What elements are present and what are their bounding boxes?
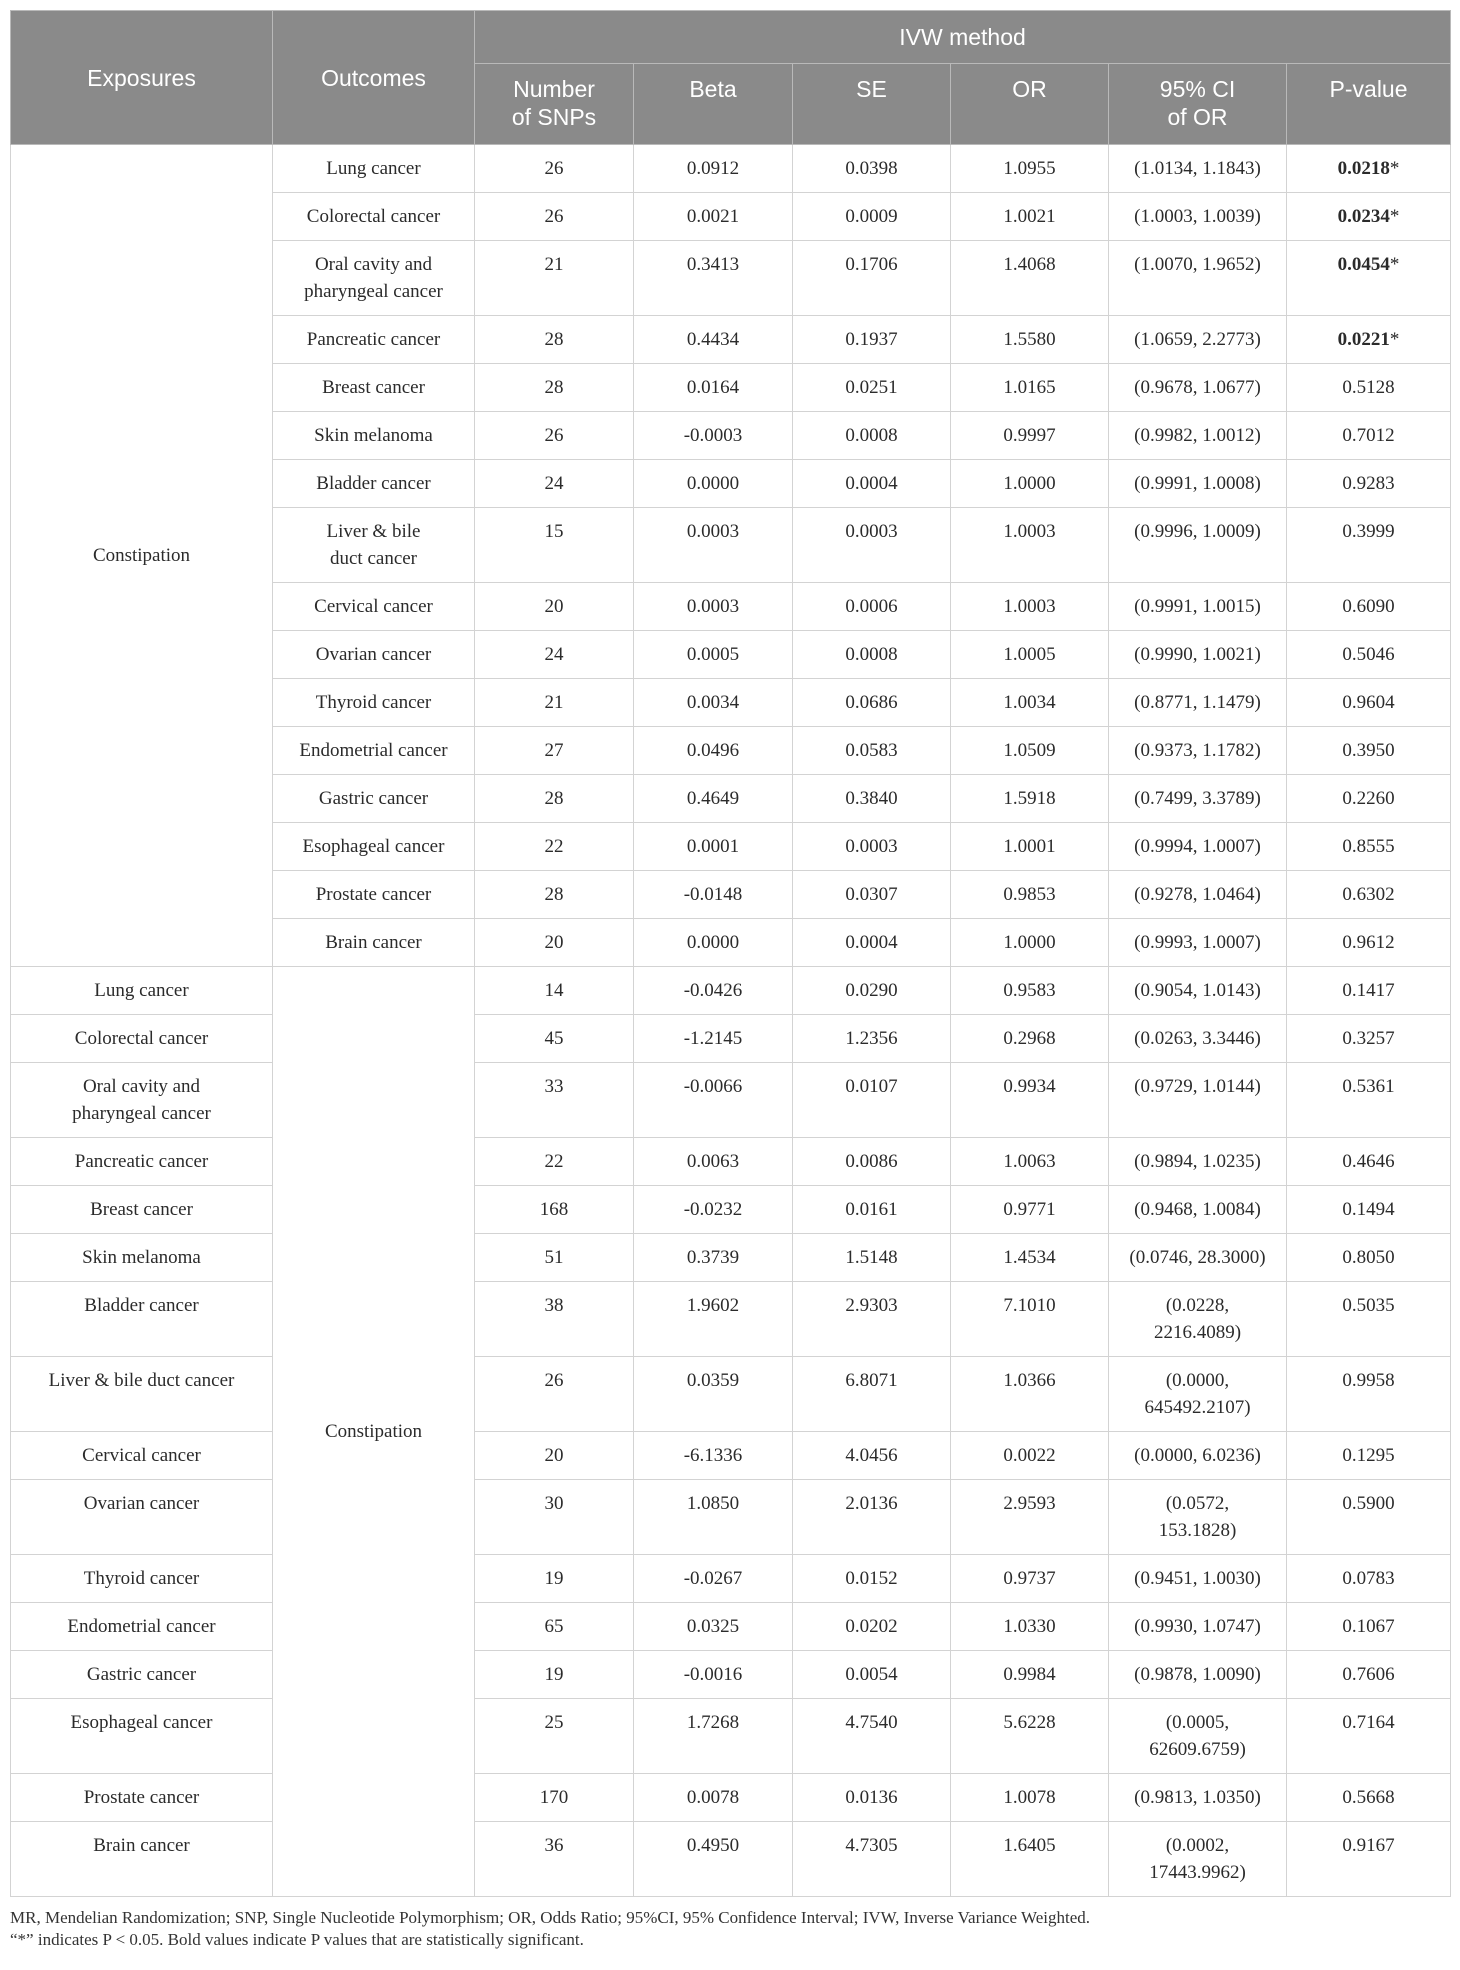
header-outcomes: Outcomes: [273, 11, 475, 145]
or-cell: 1.0000: [951, 460, 1109, 508]
beta-cell: -0.0148: [634, 871, 793, 919]
exposure-cell: Pancreatic cancer: [11, 1138, 273, 1186]
exposure-cell: Liver & bile duct cancer: [11, 1357, 273, 1432]
outcome-cell: Thyroid cancer: [273, 679, 475, 727]
outcome-cell: Ovarian cancer: [273, 631, 475, 679]
snps-cell: 25: [475, 1699, 634, 1774]
se-cell: 1.2356: [793, 1015, 951, 1063]
se-cell: 4.7540: [793, 1699, 951, 1774]
p-value: 0.0221: [1337, 329, 1390, 350]
se-cell: 4.0456: [793, 1432, 951, 1480]
table-header: [11, 11, 1451, 145]
p-value: 0.7012: [1342, 425, 1395, 446]
footnote-abbreviations: MR, Mendelian Randomization; SNP, Single Nucleotide Polymorphism; OR, Odds Ratio; 95%CI, 95% Confidence Interval; IVW, Inverse Variance Weighted.: [10, 1908, 1091, 1927]
p-value: 0.7606: [1342, 1664, 1395, 1685]
outcome-cell: Cervical cancer: [273, 583, 475, 631]
or-cell: 1.5918: [951, 775, 1109, 823]
or-cell: 1.0063: [951, 1138, 1109, 1186]
p-value-cell: [1287, 241, 1451, 316]
or-cell: 1.0165: [951, 364, 1109, 412]
p-value-cell: [1287, 1138, 1451, 1186]
ci-cell: (0.9994, 1.0007): [1109, 823, 1287, 871]
se-cell: 0.0152: [793, 1555, 951, 1603]
p-value: 0.5046: [1342, 644, 1395, 665]
or-cell: 0.9771: [951, 1186, 1109, 1234]
significance-mark: *: [1389, 206, 1400, 227]
beta-cell: -0.0232: [634, 1186, 793, 1234]
beta-cell: 1.7268: [634, 1699, 793, 1774]
ci-cell: (0.0002, 17443.9962): [1109, 1822, 1287, 1897]
beta-cell: 1.0850: [634, 1480, 793, 1555]
header-number-of-snps: Number of SNPs: [475, 64, 634, 145]
p-value-cell: [1287, 508, 1451, 583]
ci-cell: (0.0746, 28.3000): [1109, 1234, 1287, 1282]
snps-cell: 14: [475, 967, 634, 1015]
p-value: 0.0783: [1342, 1568, 1395, 1589]
p-value-cell: [1287, 1432, 1451, 1480]
p-value-cell: [1287, 1015, 1451, 1063]
se-cell: 0.1706: [793, 241, 951, 316]
beta-cell: 0.0003: [634, 583, 793, 631]
ci-cell: (0.9996, 1.0009): [1109, 508, 1287, 583]
table-row: [11, 1186, 1451, 1234]
header-or: OR: [951, 64, 1109, 145]
ci-cell: (0.9468, 1.0084): [1109, 1186, 1287, 1234]
or-cell: 2.9593: [951, 1480, 1109, 1555]
exposure-cell: Bladder cancer: [11, 1282, 273, 1357]
p-value-cell: [1287, 1186, 1451, 1234]
p-value-cell: [1287, 364, 1451, 412]
table-row: [11, 1480, 1451, 1555]
ci-cell: (1.0659, 2.2773): [1109, 316, 1287, 364]
beta-cell: 0.0003: [634, 508, 793, 583]
snps-cell: 24: [475, 631, 634, 679]
p-value: 0.8555: [1342, 836, 1395, 857]
exposure-cell: Oral cavity and pharyngeal cancer: [11, 1063, 273, 1138]
significance-mark: *: [1389, 254, 1400, 275]
p-value: 0.5900: [1342, 1493, 1395, 1514]
header-95-ci: 95% CI of OR: [1109, 64, 1287, 145]
beta-cell: -0.0426: [634, 967, 793, 1015]
se-cell: 0.0307: [793, 871, 951, 919]
outcome-cell: Gastric cancer: [273, 775, 475, 823]
p-value: 0.5035: [1342, 1295, 1395, 1316]
exposure-cell: Esophageal cancer: [11, 1699, 273, 1774]
se-cell: 0.0583: [793, 727, 951, 775]
header-exposures: Exposures: [11, 11, 273, 145]
snps-cell: 21: [475, 241, 634, 316]
snps-cell: 20: [475, 1432, 634, 1480]
table-row: [11, 1822, 1451, 1897]
se-cell: 0.0251: [793, 364, 951, 412]
or-cell: 0.0022: [951, 1432, 1109, 1480]
p-value-cell: [1287, 1603, 1451, 1651]
se-cell: 2.0136: [793, 1480, 951, 1555]
p-value: 0.0234: [1337, 206, 1390, 227]
table-row: [11, 145, 1451, 193]
ci-cell: (0.9993, 1.0007): [1109, 919, 1287, 967]
snps-cell: 36: [475, 1822, 634, 1897]
table-row: [11, 1555, 1451, 1603]
table-row: [11, 1063, 1451, 1138]
p-value: 0.5668: [1342, 1787, 1395, 1808]
p-value: 0.3999: [1342, 521, 1395, 542]
mr-results-table: [10, 10, 1451, 1897]
snps-cell: 170: [475, 1774, 634, 1822]
p-value-cell: [1287, 823, 1451, 871]
outcome-cell: Constipation: [273, 967, 475, 1897]
snps-cell: 45: [475, 1015, 634, 1063]
se-cell: 0.0136: [793, 1774, 951, 1822]
or-cell: 0.9737: [951, 1555, 1109, 1603]
header-ivw-method: IVW method: [475, 11, 1451, 64]
p-value: 0.2260: [1342, 788, 1395, 809]
outcome-cell: Brain cancer: [273, 919, 475, 967]
ci-cell: (0.9678, 1.0677): [1109, 364, 1287, 412]
se-cell: 0.0161: [793, 1186, 951, 1234]
exposure-cell: Prostate cancer: [11, 1774, 273, 1822]
p-value-cell: [1287, 1774, 1451, 1822]
or-cell: 1.0003: [951, 508, 1109, 583]
outcome-cell: Colorectal cancer: [273, 193, 475, 241]
outcome-cell: Bladder cancer: [273, 460, 475, 508]
se-cell: 0.0086: [793, 1138, 951, 1186]
p-value-cell: [1287, 1555, 1451, 1603]
beta-cell: 0.0001: [634, 823, 793, 871]
p-value-cell: [1287, 775, 1451, 823]
beta-cell: 0.4434: [634, 316, 793, 364]
snps-cell: 22: [475, 823, 634, 871]
p-value-cell: [1287, 1063, 1451, 1138]
table-row: [11, 1357, 1451, 1432]
p-value: 0.8050: [1342, 1247, 1395, 1268]
ci-cell: (1.0070, 1.9652): [1109, 241, 1287, 316]
exposure-cell: Breast cancer: [11, 1186, 273, 1234]
table-row: [11, 1651, 1451, 1699]
p-value-cell: [1287, 1651, 1451, 1699]
exposure-cell: Brain cancer: [11, 1822, 273, 1897]
snps-cell: 28: [475, 871, 634, 919]
beta-cell: -1.2145: [634, 1015, 793, 1063]
p-value: 0.0218: [1337, 158, 1390, 179]
p-value-cell: [1287, 631, 1451, 679]
header-row-top: [11, 11, 1451, 64]
beta-cell: 1.9602: [634, 1282, 793, 1357]
ci-cell: (0.9278, 1.0464): [1109, 871, 1287, 919]
or-cell: 1.0021: [951, 193, 1109, 241]
snps-cell: 28: [475, 364, 634, 412]
p-value: 0.6302: [1342, 884, 1395, 905]
p-value-cell: [1287, 1234, 1451, 1282]
p-value-cell: [1287, 583, 1451, 631]
table-row: [11, 967, 1451, 1015]
or-cell: 0.9853: [951, 871, 1109, 919]
beta-cell: -0.0267: [634, 1555, 793, 1603]
ci-cell: (0.9990, 1.0021): [1109, 631, 1287, 679]
beta-cell: -0.0066: [634, 1063, 793, 1138]
or-cell: 1.0001: [951, 823, 1109, 871]
ci-cell: (0.8771, 1.1479): [1109, 679, 1287, 727]
beta-cell: 0.0000: [634, 919, 793, 967]
header-p-value: P-value: [1287, 64, 1451, 145]
exposure-cell: Constipation: [11, 145, 273, 967]
p-value: 0.6090: [1342, 596, 1395, 617]
snps-cell: 28: [475, 775, 634, 823]
outcome-cell: Lung cancer: [273, 145, 475, 193]
beta-cell: -0.0003: [634, 412, 793, 460]
p-value: 0.0454: [1337, 254, 1390, 275]
beta-cell: 0.0078: [634, 1774, 793, 1822]
se-cell: 0.1937: [793, 316, 951, 364]
or-cell: 1.0509: [951, 727, 1109, 775]
beta-cell: -6.1336: [634, 1432, 793, 1480]
se-cell: 0.0107: [793, 1063, 951, 1138]
se-cell: 0.0202: [793, 1603, 951, 1651]
or-cell: 1.0034: [951, 679, 1109, 727]
beta-cell: 0.3413: [634, 241, 793, 316]
or-cell: 1.5580: [951, 316, 1109, 364]
exposure-cell: Cervical cancer: [11, 1432, 273, 1480]
se-cell: 0.0008: [793, 412, 951, 460]
p-value: 0.9958: [1342, 1370, 1395, 1391]
ci-cell: (0.9991, 1.0015): [1109, 583, 1287, 631]
se-cell: 0.3840: [793, 775, 951, 823]
p-value: 0.4646: [1342, 1151, 1395, 1172]
or-cell: 0.9984: [951, 1651, 1109, 1699]
p-value: 0.5361: [1342, 1076, 1395, 1097]
p-value-cell: [1287, 1282, 1451, 1357]
snps-cell: 21: [475, 679, 634, 727]
or-cell: 1.0366: [951, 1357, 1109, 1432]
p-value-cell: [1287, 412, 1451, 460]
or-cell: 1.0955: [951, 145, 1109, 193]
ci-cell: (0.9373, 1.1782): [1109, 727, 1287, 775]
p-value-cell: [1287, 145, 1451, 193]
table-body: [11, 145, 1451, 1897]
p-value-cell: [1287, 679, 1451, 727]
ci-cell: (0.9894, 1.0235): [1109, 1138, 1287, 1186]
p-value: 0.1417: [1342, 980, 1395, 1001]
outcome-cell: Pancreatic cancer: [273, 316, 475, 364]
snps-cell: 19: [475, 1555, 634, 1603]
exposure-cell: Endometrial cancer: [11, 1603, 273, 1651]
snps-cell: 27: [475, 727, 634, 775]
p-value-cell: [1287, 919, 1451, 967]
beta-cell: 0.0325: [634, 1603, 793, 1651]
snps-cell: 26: [475, 412, 634, 460]
results-table-container: [10, 10, 1450, 1951]
significance-mark: *: [1389, 329, 1400, 350]
or-cell: 5.6228: [951, 1699, 1109, 1774]
se-cell: 0.0006: [793, 583, 951, 631]
beta-cell: 0.0164: [634, 364, 793, 412]
or-cell: 1.0005: [951, 631, 1109, 679]
or-cell: 0.9583: [951, 967, 1109, 1015]
table-row: [11, 1282, 1451, 1357]
p-value: 0.9283: [1342, 473, 1395, 494]
se-cell: 0.0004: [793, 460, 951, 508]
ci-cell: (0.9991, 1.0008): [1109, 460, 1287, 508]
exposure-cell: Ovarian cancer: [11, 1480, 273, 1555]
snps-cell: 24: [475, 460, 634, 508]
beta-cell: 0.4950: [634, 1822, 793, 1897]
se-cell: 0.0003: [793, 508, 951, 583]
ci-cell: (0.0000, 645492.2107): [1109, 1357, 1287, 1432]
ci-cell: (0.0263, 3.3446): [1109, 1015, 1287, 1063]
p-value-cell: [1287, 1480, 1451, 1555]
ci-cell: (0.0000, 6.0236): [1109, 1432, 1287, 1480]
ci-cell: (0.0228, 2216.4089): [1109, 1282, 1287, 1357]
beta-cell: 0.0005: [634, 631, 793, 679]
ci-cell: (1.0003, 1.0039): [1109, 193, 1287, 241]
ci-cell: (0.9729, 1.0144): [1109, 1063, 1287, 1138]
table-row: [11, 1603, 1451, 1651]
snps-cell: 26: [475, 1357, 634, 1432]
significance-mark: *: [1389, 158, 1400, 179]
snps-cell: 51: [475, 1234, 634, 1282]
table-row: [11, 1015, 1451, 1063]
beta-cell: 0.0021: [634, 193, 793, 241]
se-cell: 0.0686: [793, 679, 951, 727]
snps-cell: 28: [475, 316, 634, 364]
snps-cell: 20: [475, 583, 634, 631]
snps-cell: 65: [475, 1603, 634, 1651]
se-cell: 0.0003: [793, 823, 951, 871]
ci-cell: (0.9813, 1.0350): [1109, 1774, 1287, 1822]
p-value: 0.1494: [1342, 1199, 1395, 1220]
footnote-significance: “*” indicates P < 0.05. Bold values indicate P values that are statistically significant.: [10, 1930, 584, 1949]
p-value-cell: [1287, 1357, 1451, 1432]
table-footnotes: [10, 1907, 1450, 1951]
exposure-cell: Lung cancer: [11, 967, 273, 1015]
table-row: [11, 1432, 1451, 1480]
or-cell: 0.9934: [951, 1063, 1109, 1138]
ci-cell: (1.0134, 1.1843): [1109, 145, 1287, 193]
or-cell: 1.0000: [951, 919, 1109, 967]
ci-cell: (0.0005, 62609.6759): [1109, 1699, 1287, 1774]
outcome-cell: Liver & bile duct cancer: [273, 508, 475, 583]
beta-cell: 0.0000: [634, 460, 793, 508]
p-value: 0.9612: [1342, 932, 1395, 953]
or-cell: 1.6405: [951, 1822, 1109, 1897]
snps-cell: 20: [475, 919, 634, 967]
p-value-cell: [1287, 193, 1451, 241]
or-cell: 0.2968: [951, 1015, 1109, 1063]
p-value: 0.9604: [1342, 692, 1395, 713]
or-cell: 0.9997: [951, 412, 1109, 460]
ci-cell: (0.9930, 1.0747): [1109, 1603, 1287, 1651]
ci-cell: (0.9982, 1.0012): [1109, 412, 1287, 460]
p-value: 0.9167: [1342, 1835, 1395, 1856]
or-cell: 1.4534: [951, 1234, 1109, 1282]
p-value-cell: [1287, 1699, 1451, 1774]
beta-cell: 0.3739: [634, 1234, 793, 1282]
ci-cell: (0.9878, 1.0090): [1109, 1651, 1287, 1699]
outcome-cell: Esophageal cancer: [273, 823, 475, 871]
se-cell: 0.0398: [793, 145, 951, 193]
ci-cell: (0.0572, 153.1828): [1109, 1480, 1287, 1555]
exposure-cell: Skin melanoma: [11, 1234, 273, 1282]
or-cell: 7.1010: [951, 1282, 1109, 1357]
outcome-cell: Breast cancer: [273, 364, 475, 412]
se-cell: 1.5148: [793, 1234, 951, 1282]
snps-cell: 15: [475, 508, 634, 583]
p-value-cell: [1287, 871, 1451, 919]
beta-cell: 0.0063: [634, 1138, 793, 1186]
beta-cell: 0.0359: [634, 1357, 793, 1432]
p-value-cell: [1287, 1822, 1451, 1897]
se-cell: 0.0009: [793, 193, 951, 241]
snps-cell: 168: [475, 1186, 634, 1234]
header-beta: Beta: [634, 64, 793, 145]
se-cell: 0.0054: [793, 1651, 951, 1699]
p-value: 0.5128: [1342, 377, 1395, 398]
snps-cell: 26: [475, 145, 634, 193]
beta-cell: 0.0034: [634, 679, 793, 727]
se-cell: 6.8071: [793, 1357, 951, 1432]
outcome-cell: Oral cavity and pharyngeal cancer: [273, 241, 475, 316]
beta-cell: 0.0496: [634, 727, 793, 775]
p-value-cell: [1287, 967, 1451, 1015]
beta-cell: -0.0016: [634, 1651, 793, 1699]
beta-cell: 0.0912: [634, 145, 793, 193]
table-row: [11, 1138, 1451, 1186]
p-value: 0.3257: [1342, 1028, 1395, 1049]
exposure-cell: Gastric cancer: [11, 1651, 273, 1699]
snps-cell: 33: [475, 1063, 634, 1138]
se-cell: 0.0290: [793, 967, 951, 1015]
p-value: 0.7164: [1342, 1712, 1395, 1733]
p-value-cell: [1287, 316, 1451, 364]
p-value: 0.1295: [1342, 1445, 1395, 1466]
se-cell: 4.7305: [793, 1822, 951, 1897]
exposure-cell: Colorectal cancer: [11, 1015, 273, 1063]
p-value: 0.3950: [1342, 740, 1395, 761]
p-value-cell: [1287, 460, 1451, 508]
header-se: SE: [793, 64, 951, 145]
se-cell: 0.0008: [793, 631, 951, 679]
or-cell: 1.0078: [951, 1774, 1109, 1822]
beta-cell: 0.4649: [634, 775, 793, 823]
se-cell: 2.9303: [793, 1282, 951, 1357]
snps-cell: 19: [475, 1651, 634, 1699]
se-cell: 0.0004: [793, 919, 951, 967]
snps-cell: 38: [475, 1282, 634, 1357]
or-cell: 1.0330: [951, 1603, 1109, 1651]
table-row: [11, 1774, 1451, 1822]
ci-cell: (0.7499, 3.3789): [1109, 775, 1287, 823]
or-cell: 1.0003: [951, 583, 1109, 631]
table-row: [11, 1234, 1451, 1282]
table-row: [11, 1699, 1451, 1774]
snps-cell: 26: [475, 193, 634, 241]
outcome-cell: Skin melanoma: [273, 412, 475, 460]
outcome-cell: Prostate cancer: [273, 871, 475, 919]
exposure-cell: Thyroid cancer: [11, 1555, 273, 1603]
snps-cell: 30: [475, 1480, 634, 1555]
outcome-cell: Endometrial cancer: [273, 727, 475, 775]
p-value-cell: [1287, 727, 1451, 775]
snps-cell: 22: [475, 1138, 634, 1186]
p-value: 0.1067: [1342, 1616, 1395, 1637]
or-cell: 1.4068: [951, 241, 1109, 316]
ci-cell: (0.9054, 1.0143): [1109, 967, 1287, 1015]
ci-cell: (0.9451, 1.0030): [1109, 1555, 1287, 1603]
